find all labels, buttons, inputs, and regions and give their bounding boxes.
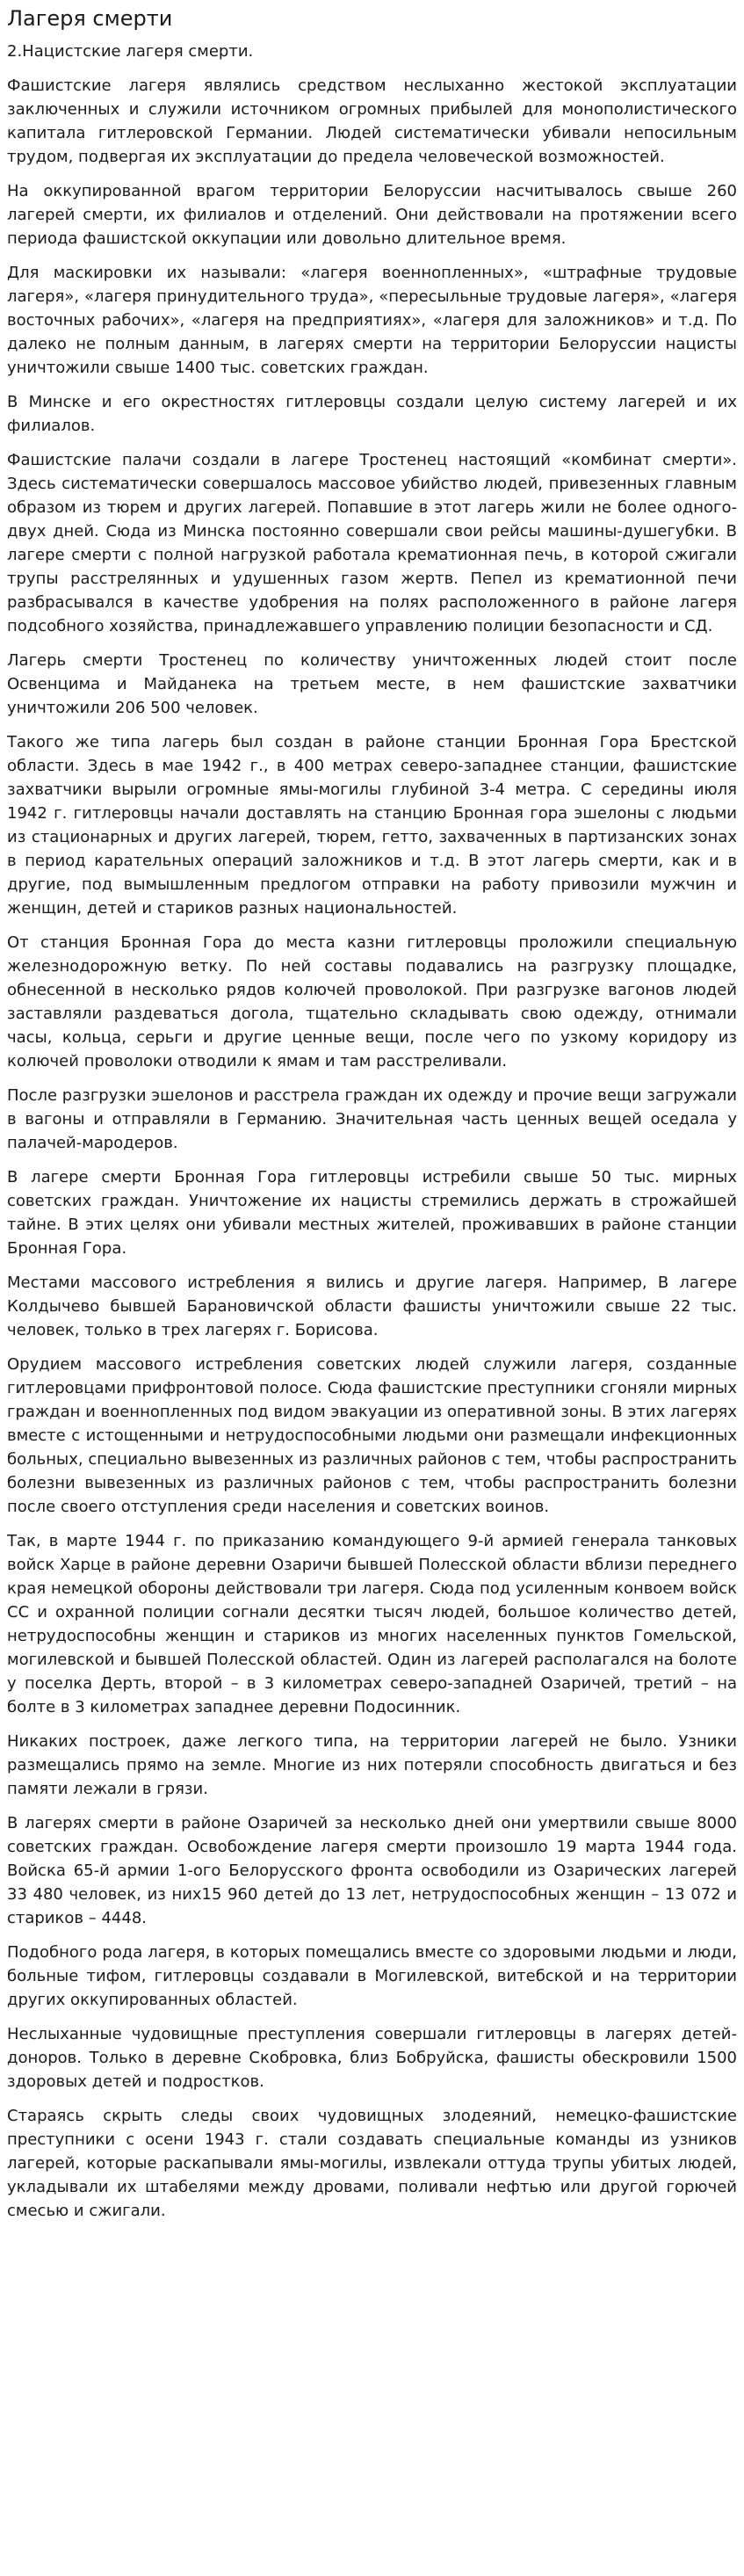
paragraph-4: В Минске и его окрестностях гитлеровцы создали целую систему лагерей и их филиалов. <box>7 393 737 435</box>
section-heading: 2.Нацистские лагеря смерти. <box>7 42 254 61</box>
paragraph-5: Фашистские палачи создали в лагере Тростенец настоящий «комбинат смерти». Здесь систематически совершалось массовое убийство людей, привезенных главным образом из тюрем и других лагерей. Попавшие в этот лагерь жили не более одного-двух дней. Сюда из Минска постоянно совершали свои рейсы машины-душегубки. В лагере смерти с полной нагрузкой работала крематионная печь, в которой сжигали трупы расстрелянных и удушенных газом жертв. Пепел из крематионной печи разбрасывался в качестве удобрения на полях расположенного в районе лагеря подсобного хозяйства, принадлежавшего управлению полиции безопасности и СД. <box>7 451 737 635</box>
paragraph-10: В лагере смерти Бронная Гора гитлеровцы истребили свыше 50 тыс. мирных советских граждан. Уничтожение их нацисты стремились держать в строжайшей тайне. В этих целях они убивали местных жителей, проживавших в районе станции Бронная Гора. <box>7 1168 737 1258</box>
paragraph-11: Местами массового истребления я вились и другие лагеря. Например, В лагере Колдычево бывшей Барановичской области фашисты уничтожили свыше 22 тыс. человек, только в трех лагерях г. Борисова. <box>7 1273 737 1339</box>
paragraph-12: Орудием массового истребления советских людей служили лагеря, созданные гитлеровцами прифронтовой полосе. Сюда фашистские преступники сгоняли мирных граждан и военнопленных под видом эвакуации из оперативной зоны. В этих лагерях вместе с истощенными и нетрудоспособными людьми они размещали инфекционных больных, специально вывезенных из различных районов с тем, чтобы распространить болезни вывезенных из различных районов с тем, чтобы распространить болезни после своего отступления среди населения и советских воинов. <box>7 1355 737 1516</box>
paragraph-13: Так, в марте 1944 г. по приказанию командующего 9-й армией генерала танковых войск Харце в районе деревни Озаричи бывшей Полесской области вблизи переднего края немецкой обороны действовали три лагеря. Сюда под усиленным конвоем войск СС и охранной полиции согнали десятки тысяч людей, большое количество детей, нетрудоспособны женщин и стариков из многих населенных пунктов Гомельской, могилевской и бывшей Полесской областей. Один из лагерей располагался на болоте у поселка Дерть, второй – в 3 километрах северо-западней Озаричей, третий – на болте в 3 километрах западнее деревни Подосинник. <box>7 1532 737 1716</box>
article-body <box>7 74 737 2223</box>
paragraph-16: Подобного рода лагеря, в которых помещались вместе со здоровыми людьми и люди, больные тифом, гитлеровцы создавали в Могилевской, витебской и на территории других оккупированных областей. <box>7 1943 737 2009</box>
paragraph-1: Фашистские лагеря являлись средством неслыханно жестокой эксплуатации заключенных и служили источником огромных прибылей для монополистического капитала гитлеровской Германии. Людей систематически убивали непосильным трудом, подвергая их эксплуатации до предела человеческой возможностей. <box>7 76 737 166</box>
paragraph-14: Никаких построек, даже легкого типа, на территории лагерей не было. Узники размещались прямо на земле. Многие из них потеряли способность двигаться и без памяти лежали в грязи. <box>7 1732 737 1798</box>
paragraph-15: В лагерях смерти в районе Озаричей за несколько дней они умертвили свыше 8000 советских граждан. Освобождение лагеря смерти произошло 19 марта 1944 года. Войска 65-й армии 1-ого Белорусского фронта освободили из Озарических лагерей 33 480 человек, из них15 960 детей до 13 лет, нетрудоспособных женщин – 13 072 и стариков – 4448. <box>7 1814 737 1927</box>
paragraph-2: На оккупированной врагом территории Белоруссии насчитывалось свыше 260 лагерей смерти, их филиалов и отделений. Они действовали на протяжении всего периода фашистской оккупации или довольно длительное время. <box>7 182 737 248</box>
paragraph-6: Лагерь смерти Тростенец по количеству уничтоженных людей стоит после Освенцима и Майданека на третьем месте, в нем фашистские захватчики уничтожили 206 500 человек. <box>7 651 737 717</box>
paragraph-17: Неслыханные чудовищные преступления совершали гитлеровцы в лагерях детей-доноров. Только в деревне Скобровка, близ Бобруйска, фашисты обескровили 1500 здоровых детей и подростков. <box>7 2025 737 2091</box>
paragraph-3: Для маскировки их называли: «лагеря военнопленных», «штрафные трудовые лагеря», «лагеря принудительного труда», «пересыльные трудовые лагеря», «лагеря восточных рабочих», «лагеря на предприятиях», «лагеря для заложников» и т.д. По далеко не полным данным, в лагерях смерти на территории Белоруссии нацисты уничтожили свыше 1400 тыс. советских граждан. <box>7 264 737 377</box>
paragraph-9: После разгрузки эшелонов и расстрела граждан их одежду и прочие вещи загружали в вагоны и отправляли в Германию. Значительная часть ценных вещей оседала у палачей-мародеров. <box>7 1086 737 1152</box>
page-title: Лагеря смерти <box>7 6 173 31</box>
paragraph-18: Стараясь скрыть следы своих чудовищных злодеяний, немецко-фашистские преступники с осени 1943 г. стали создавать специальные команды из узников лагерей, которые раскапывали ямы-могилы, извлекали оттуда трупы убитых людей, укладывали их штабелями между дровами, поливали нефтью или другой горючей смесью и сжигали. <box>7 2107 737 2220</box>
paragraph-7: Такого же типа лагерь был создан в районе станции Бронная Гора Брестской области. Здесь в мае 1942 г., в 400 метрах северо-западнее станции, фашистские захватчики вырыли огромные ямы-могилы глубиной 3-4 метра. С середины июля 1942 г. гитлеровцы начали доставлять на станцию Бронная гора эшелоны с людьми из стационарных и других лагерей, тюрем, гетто, захваченных в партизанских зонах в период карательных операций заложников и т.д. В этот лагерь смерти, как и в другие, под вымышленным предлогом отправки на работу привозили мужчин и женщин, детей и стариков разных национальностей. <box>7 733 737 918</box>
paragraph-8: От станция Бронная Гора до места казни гитлеровцы проложили специальную железнодорожную ветку. По ней составы подавались на разгрузку площадке, обнесенной в несколько рядов колючей проволокой. При разгрузке вагонов людей заставляли раздеваться догола, тщательно складывать свою одежду, отнимали часы, кольца, серьги и другие ценные вещи, после чего по узкому коридору из колючей проволоки отводили к ямам и там расстреливали. <box>7 933 737 1070</box>
